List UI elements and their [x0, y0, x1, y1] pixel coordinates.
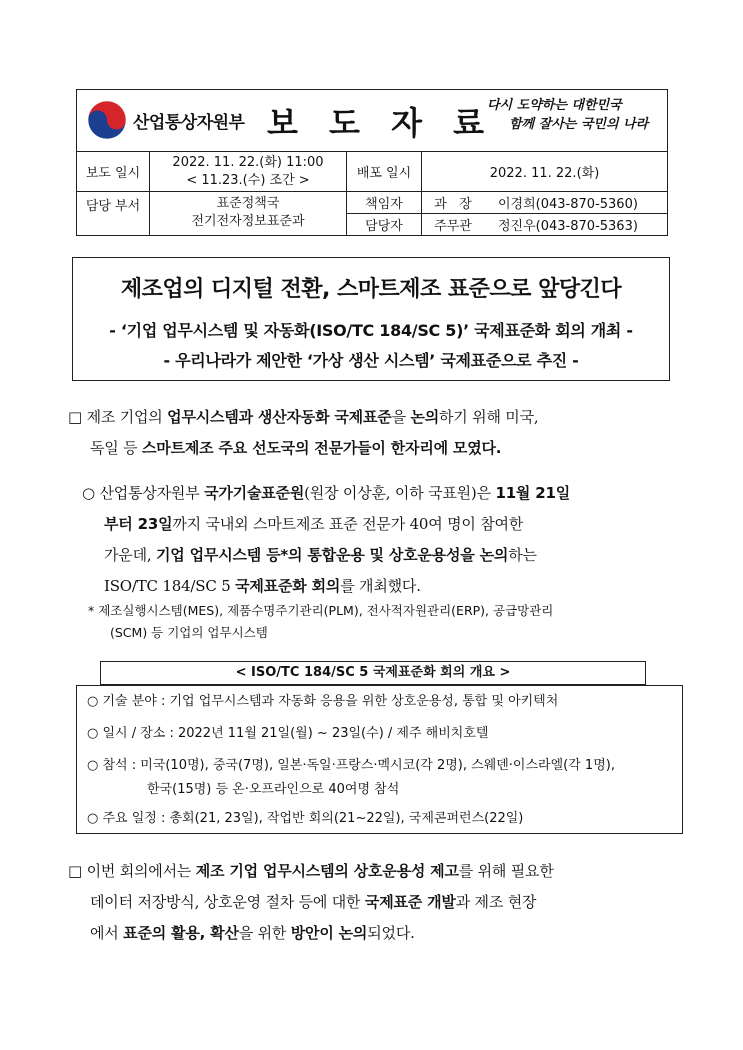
overview-box — [76, 685, 683, 834]
circle-bullet: ○ — [82, 484, 95, 502]
square-bullet: □ — [68, 862, 82, 880]
paragraph-3 — [68, 856, 688, 949]
footnote-line1: * 제조실행시스템(MES), 제품수명주기관리(PLM), 전사적자원관리(ERP), 공급망관리 — [88, 603, 554, 618]
release-date-cell — [150, 152, 347, 192]
footnote — [88, 600, 688, 644]
paragraph-2 — [82, 478, 682, 602]
overview-item-schedule: ○ 주요 일정 : 총회(21, 23일), 작업반 회의(21~22일), 국제콘퍼런스(22일) — [87, 811, 524, 826]
subheadline-1: - ‘기업 업무시스템 및 자동화(ISO/TC 184/SC 5)’ 국제표준화 회의 개최 - — [109, 321, 633, 340]
dept-bureau: 표준정책국 — [216, 196, 280, 211]
square-bullet: □ — [68, 408, 82, 426]
dept-cell — [150, 192, 347, 236]
para2-line2: 부터 23일까지 국내외 스마트제조 표준 전문가 40여 명이 참여한 — [104, 515, 524, 533]
dept-label: 담당 부서 — [77, 192, 150, 236]
overview-item-date-place: ○ 일시 / 장소 : 2022년 11월 21일(월) ~ 23일(수) / 제주 해비치호텔 — [87, 726, 489, 741]
distribution-value: 2022. 11. 22.(화) — [422, 152, 668, 192]
para3-line1: □ 이번 회의에서는 제조 기업 업무시스템의 상호운용성 제고를 위해 필요한 — [68, 862, 554, 880]
paragraph-1 — [68, 402, 688, 464]
staff-title: 주무관 — [422, 214, 485, 236]
para2-line3: 가운데, 기업 업무시스템 등*의 통합운용 및 상호운용성을 논의하는 — [104, 546, 537, 564]
overview-item-attendees-cont: 한국(15명) 등 온·오프라인으로 40여명 참석 — [147, 782, 400, 797]
headline-box — [72, 257, 670, 381]
ministry-name: 산업통상자원부 — [133, 112, 245, 133]
para1-line1: □ 제조 기업의 업무시스템과 생산자동화 국제표준을 논의하기 위해 미국, — [68, 408, 539, 426]
release-date-note: < 11.23.(수) 조간 > — [186, 172, 310, 188]
release-date-value: 2022. 11. 22.(화) 11:00 — [172, 154, 324, 170]
press-header — [76, 89, 668, 151]
overview-item-attendees: ○ 참석 : 미국(10명), 중국(7명), 일본·독일·프랑스·멕시코(각 2명), 스웨덴·이스라엘(각 1명), — [87, 758, 615, 773]
slogan — [487, 96, 662, 134]
overview-item-field: ○ 기술 분야 : 기업 업무시스템과 자동화 응용을 위한 상호운용성, 통합 및 아키텍처 — [87, 694, 559, 709]
manager-title: 과 장 — [422, 192, 485, 214]
overview-title: < ISO/TC 184/SC 5 국제표준화 회의 개요 > — [100, 661, 646, 685]
headline: 제조업의 디지털 전환, 스마트제조 표준으로 앞당긴다 — [120, 277, 622, 302]
footnote-line2: (SCM) 등 기업의 업무시스템 — [110, 625, 268, 640]
para2-line1: ○ 산업통상자원부 국가기술표준원(원장 이상훈, 이하 국표원)은 11월 21일 — [82, 484, 571, 502]
slogan-line1: 다시 도약하는 대한민국 — [487, 98, 622, 113]
subheadline-2: - 우리나라가 제안한 ‘가상 생산 시스템’ 국제표준으로 추진 - — [163, 351, 579, 370]
para1-line2: 독일 등 스마트제조 주요 선도국의 전문가들이 한자리에 모였다. — [90, 439, 502, 457]
dept-division: 전기전자정보표준과 — [191, 214, 305, 229]
para3-line3: 에서 표준의 활용, 확산을 위한 방안이 논의되었다. — [90, 924, 415, 942]
release-date-label: 보도 일시 — [77, 152, 150, 192]
para2-line4: ISO/TC 184/SC 5 국제표준화 회의를 개최했다. — [104, 577, 421, 595]
distribution-label: 배포 일시 — [347, 152, 422, 192]
para3-line2: 데이터 저장방식, 상호운영 절차 등에 대한 국제표준 개발과 제조 현장 — [90, 893, 537, 911]
ministry-logo — [87, 98, 244, 142]
press-release-title: 보 도 자 료 — [267, 104, 495, 142]
staff-contact: 정진우(043-870-5363) — [484, 214, 668, 236]
slogan-line2: 함께 잘사는 국민의 나라 — [509, 117, 649, 132]
staff-label: 담당자 — [347, 214, 422, 236]
manager-contact: 이경희(043-870-5360) — [484, 192, 668, 214]
manager-label: 책임자 — [347, 192, 422, 214]
taegeuk-icon — [87, 100, 127, 140]
release-info-table — [76, 151, 668, 236]
